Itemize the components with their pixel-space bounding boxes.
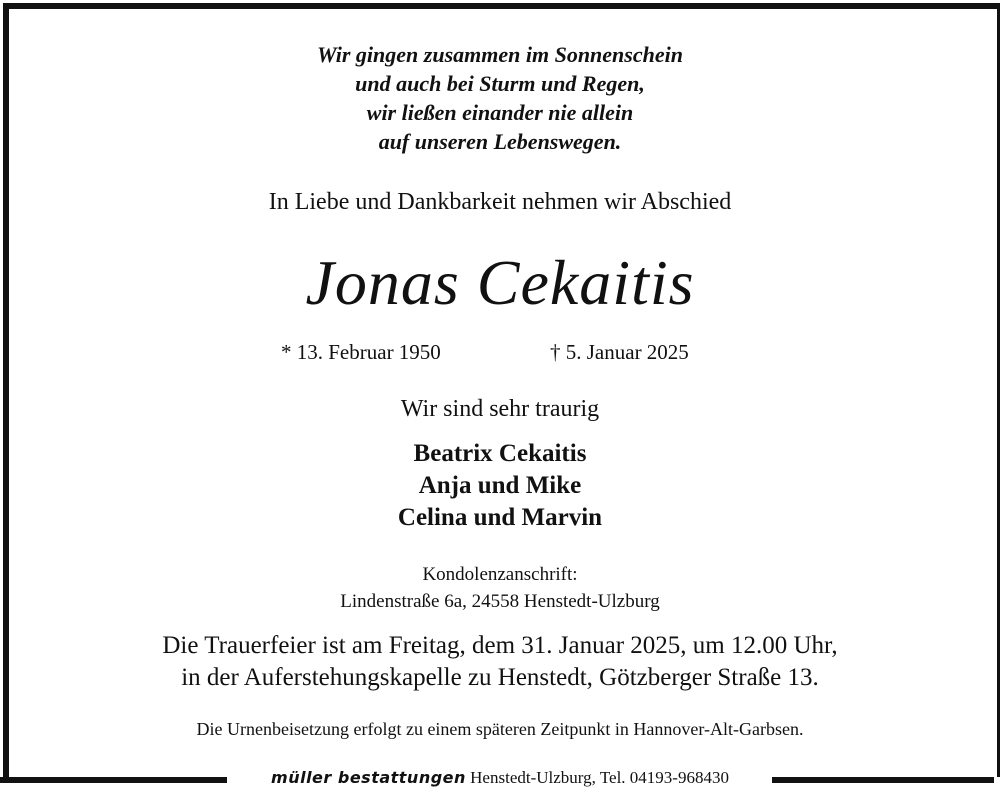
deceased-name: Jonas Cekaitis (305, 247, 695, 318)
urn-note: Die Urnenbeisetzung erfolgt zu einem späteren Zeitpunkt in Hannover-Alt-Garbsen. (196, 719, 804, 739)
death-date: † 5. Januar 2025 (550, 340, 689, 364)
mourning-note: Wir sind sehr traurig (400, 396, 600, 422)
intro-text: In Liebe und Dankbarkeit nehmen wir Abschied (268, 189, 732, 215)
family-member-1: Beatrix Cekaitis (413, 440, 587, 467)
condolence-street: Lindenstraße 6a, 24558 Henstedt-Ulzburg (340, 591, 660, 612)
birth-date: * 13. Februar 1950 (281, 340, 441, 364)
family-member-2: Anja und Mike (418, 472, 582, 499)
poem-line-1: Wir gingen zusammen im Sonnenschein (317, 42, 683, 67)
poem-line-3: wir ließen einander nie allein (366, 100, 634, 125)
ceremony-line-1: Die Trauerfeier ist am Freitag, dem 31. Januar 2025, um 12.00 Uhr, (162, 632, 838, 659)
ceremony-line-2: in der Auferstehungskapelle zu Henstedt, Götzberger Straße 13. (181, 664, 819, 691)
funeral-home-logo: müller bestattungen (271, 768, 466, 787)
condolence-label: Kondolenzanschrift: (422, 564, 578, 585)
poem-line-2: und auch bei Sturm und Regen, (355, 71, 645, 96)
funeral-home-contact: Henstedt-Ulzburg, Tel. 04193-968430 (470, 768, 729, 787)
poem-line-4: auf unseren Lebenswegen. (378, 129, 622, 154)
family-member-3: Celina und Marvin (397, 504, 603, 531)
funeral-home-footer (0, 768, 1000, 788)
